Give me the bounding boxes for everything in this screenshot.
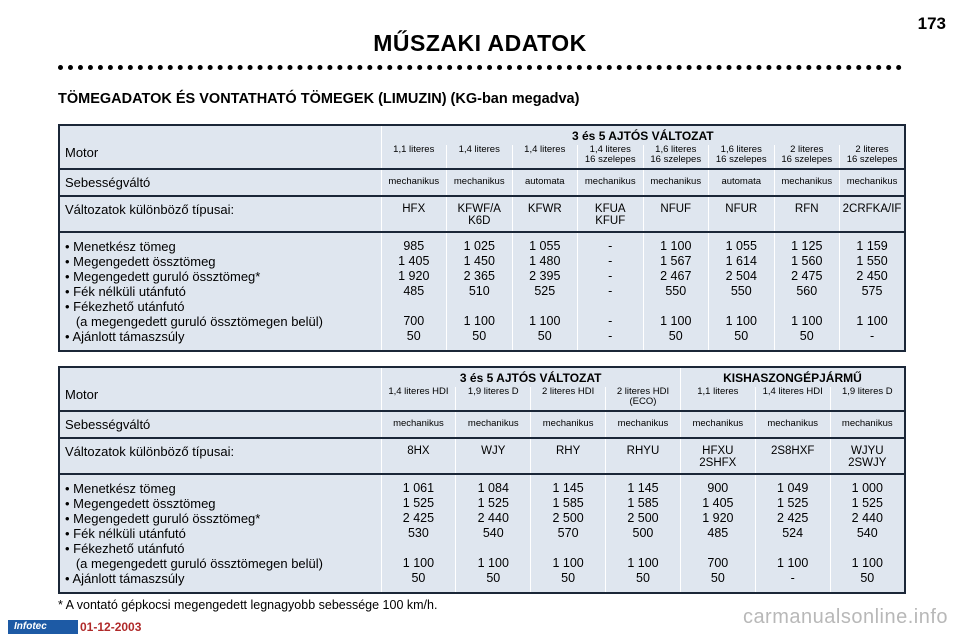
variant-line: 2SWJY	[848, 457, 887, 469]
engine-line: 1,1 literes	[697, 386, 739, 397]
variant-label: Változatok különböző típusai:	[59, 196, 381, 232]
engine-cell	[709, 145, 775, 169]
weight-value: 540	[482, 526, 504, 540]
weight-label: • Fék nélküli utánfutó	[65, 526, 186, 541]
engine-line: 1,9 literes D	[467, 386, 519, 397]
weight-value: 2 395	[529, 269, 561, 283]
variant-cell	[755, 438, 830, 474]
weight-value: 50	[799, 329, 814, 343]
engine-cell	[456, 387, 531, 411]
weight-value: 50	[486, 571, 501, 585]
weight-value	[756, 541, 830, 556]
weight-value: 1 100	[402, 556, 435, 570]
weight-value	[606, 541, 680, 556]
gearbox-cell: mechanikus	[680, 411, 755, 438]
weight-value: 2 504	[725, 269, 757, 283]
weight-values	[456, 474, 531, 593]
weight-value: 1 145	[627, 481, 659, 495]
motor-row	[59, 145, 905, 169]
variant-cell	[531, 438, 606, 474]
weight-value: 1 100	[552, 556, 584, 570]
section-heading: TÖMEGADATOK ÉS VONTATHATÓ TÖMEGEK (LIMUZIN) (KG-ban megadva)	[58, 91, 580, 107]
weight-value: 1 100	[463, 314, 495, 328]
weight-value: 1 525	[777, 496, 809, 510]
weight-value: 2 467	[660, 269, 692, 283]
weight-value: 570	[557, 526, 579, 540]
variant-line: 2CRFKA/IF	[842, 203, 902, 215]
weight-value: 525	[534, 284, 556, 298]
weight-value: -	[608, 284, 613, 298]
weight-value: -	[608, 314, 613, 328]
weight-values	[512, 232, 578, 351]
variant-cell	[774, 196, 840, 232]
weights-table-van	[58, 366, 906, 594]
variant-line: KFUA	[594, 203, 626, 215]
weight-value	[644, 299, 709, 314]
weight-value: 2 425	[777, 511, 809, 525]
variant-line: HFX	[402, 203, 426, 215]
engine-line: (ECO)	[629, 396, 657, 407]
weight-value: 50	[710, 571, 725, 585]
weight-values	[447, 232, 513, 351]
weight-value: 510	[468, 284, 490, 298]
weight-value: 1 614	[725, 254, 757, 268]
weight-label: • Fék nélküli utánfutó	[65, 284, 186, 299]
gearbox-cell: automata	[512, 169, 578, 196]
weight-value	[382, 299, 447, 314]
weight-value: 1 525	[477, 496, 509, 510]
weight-value: 700	[707, 556, 729, 570]
dotted-divider	[58, 65, 902, 70]
weight-value: 1 525	[851, 496, 883, 510]
gearbox-cell: mechanikus	[578, 169, 644, 196]
weight-value	[709, 299, 774, 314]
weight-value: 50	[561, 571, 576, 585]
engine-line: 16 szelepes	[846, 154, 898, 165]
weight-value: 1 084	[477, 481, 509, 495]
weight-value: 2 500	[627, 511, 659, 525]
print-date: 01-12-2003	[80, 620, 142, 634]
weight-value: 575	[861, 284, 883, 298]
weight-label: • Ajánlott támaszsúly	[65, 571, 185, 586]
engine-cell	[578, 145, 644, 169]
weight-value: 2 475	[791, 269, 823, 283]
gearbox-label: Sebességváltó	[59, 169, 381, 196]
weight-values	[840, 232, 906, 351]
weight-value: -	[608, 329, 613, 343]
weight-label: (a megengedett guruló össztömegen belül)	[65, 556, 323, 571]
weight-value: 50	[668, 329, 683, 343]
variant-line: KFWF/A	[457, 203, 501, 215]
weight-values	[643, 232, 709, 351]
table-header-row	[59, 125, 905, 145]
engine-cell	[755, 387, 830, 411]
gearbox-cell: mechanikus	[447, 169, 513, 196]
weight-value: 524	[782, 526, 804, 540]
weight-value: 1 145	[552, 481, 584, 495]
weight-value: 1 480	[529, 254, 561, 268]
weight-value: 1 585	[552, 496, 584, 510]
variant-line: RHY	[555, 445, 581, 457]
weight-value: 50	[860, 571, 875, 585]
gearbox-cell: mechanikus	[755, 411, 830, 438]
weight-label: • Megengedett össztömeg	[65, 496, 216, 511]
variant-line: NFUR	[725, 203, 758, 215]
variant-cell	[381, 438, 456, 474]
weight-value: 1 100	[660, 239, 692, 253]
weight-value: 1 100	[477, 556, 509, 570]
variant-line: NFUF	[660, 203, 692, 215]
weight-value: 50	[406, 329, 421, 343]
weights-row	[59, 232, 905, 351]
weight-value	[531, 541, 605, 556]
weight-value: 700	[403, 314, 425, 328]
gearbox-cell: mechanikus	[381, 169, 447, 196]
engine-line: 2 literes	[855, 144, 889, 155]
variant-cell	[456, 438, 531, 474]
footnote: * A vontató gépkocsi megengedett legnagyobb sebessége 100 km/h.	[58, 598, 438, 612]
variant-cell	[840, 196, 906, 232]
weight-value: 1 000	[851, 481, 883, 495]
weight-value: 1 100	[725, 314, 757, 328]
weight-value: 560	[796, 284, 818, 298]
weight-values	[606, 474, 681, 593]
table1-header: 3 és 5 AJTÓS VÁLTOZAT	[572, 129, 714, 143]
weight-value: 1 100	[791, 314, 823, 328]
weight-value: 1 405	[702, 496, 734, 510]
weight-value: 50	[472, 329, 487, 343]
motor-label: Motor	[59, 145, 381, 169]
variant-cell	[709, 196, 775, 232]
weights-labels	[59, 474, 381, 593]
weight-value: 550	[665, 284, 687, 298]
motor-row	[59, 387, 905, 411]
weight-label: (a megengedett guruló össztömegen belül)	[65, 314, 323, 329]
weight-label: • Megengedett guruló össztömeg*	[65, 511, 261, 526]
weight-label: • Fékezhető utánfutó	[65, 541, 185, 556]
weight-label: • Fékezhető utánfutó	[65, 299, 185, 314]
weight-value: 1 125	[791, 239, 823, 253]
variant-line: K6D	[468, 215, 491, 227]
gearbox-cell: mechanikus	[643, 169, 709, 196]
weight-value	[681, 541, 755, 556]
gearbox-cell: mechanikus	[381, 411, 456, 438]
engine-line: 1,4 literes	[458, 144, 500, 155]
engine-line: 1,6 literes	[720, 144, 762, 155]
variant-cell	[578, 196, 644, 232]
engine-line: 1,4 literes	[589, 144, 631, 155]
weight-value: 485	[707, 526, 729, 540]
weight-value: 1 061	[402, 481, 435, 495]
weight-value: 1 405	[398, 254, 430, 268]
weight-values	[755, 474, 830, 593]
weight-value: 50	[636, 571, 650, 585]
gearbox-cell: automata	[709, 169, 775, 196]
variant-line: 2SHFX	[699, 457, 737, 469]
weight-value: 50	[411, 571, 426, 585]
page-title: MŰSZAKI ADATOK	[373, 30, 587, 56]
weight-value: 2 425	[402, 511, 435, 525]
variant-cell	[830, 438, 905, 474]
engine-line: 1,4 literes HDI	[762, 386, 823, 397]
weight-value: 1 100	[851, 556, 883, 570]
gearbox-cell: mechanikus	[531, 411, 606, 438]
weight-values	[381, 232, 447, 351]
engine-cell	[606, 387, 681, 411]
weights-labels	[59, 232, 381, 351]
weight-value: 50	[734, 329, 749, 343]
weight-value: 530	[407, 526, 429, 540]
weight-value: 1 100	[660, 314, 692, 328]
weight-value: 1 450	[463, 254, 495, 268]
weight-value	[831, 541, 904, 556]
variant-cell	[680, 438, 755, 474]
weight-value: 1 550	[856, 254, 888, 268]
weight-label: • Megengedett guruló össztömeg*	[65, 269, 261, 284]
engine-line: 16 szelepes	[715, 154, 767, 165]
table2-header-left: 3 és 5 AJTÓS VÁLTOZAT	[381, 367, 680, 387]
variant-cell	[606, 438, 681, 474]
weight-value: 1 585	[627, 496, 659, 510]
variant-cell	[512, 196, 578, 232]
weight-values	[531, 474, 606, 593]
weight-value: 1 100	[856, 314, 888, 328]
weight-values	[381, 474, 456, 593]
variant-line: 2S8HXF	[770, 445, 815, 457]
weight-value: 2 500	[552, 511, 584, 525]
weight-value	[775, 299, 840, 314]
weight-value: 1 560	[791, 254, 823, 268]
engine-line: 16 szelepes	[650, 154, 702, 165]
weight-values	[578, 232, 644, 351]
engine-cell	[531, 387, 606, 411]
engine-line: 1,1 literes	[393, 144, 435, 155]
weight-value	[840, 299, 904, 314]
variant-cell	[643, 196, 709, 232]
weight-value: 2 365	[463, 269, 495, 283]
weight-values	[774, 232, 840, 351]
weight-value: 1 920	[702, 511, 734, 525]
engine-cell	[643, 145, 709, 169]
weight-label: • Menetkész tömeg	[65, 239, 176, 254]
weight-value: 1 049	[777, 481, 809, 495]
watermark: carmanualsonline.info	[742, 606, 948, 628]
weight-value: 1 100	[627, 556, 659, 570]
weight-value: 1 567	[660, 254, 692, 268]
gearbox-label: Sebességváltó	[59, 411, 381, 438]
weight-value: 550	[730, 284, 752, 298]
engine-line: 1,4 literes HDI	[388, 386, 449, 397]
variant-label: Változatok különböző típusai:	[59, 438, 381, 474]
engine-line: 2 literes HDI	[541, 386, 595, 397]
engine-cell	[512, 145, 578, 169]
engine-line: 16 szelepes	[781, 154, 833, 165]
engine-line: 2 literes	[790, 144, 824, 155]
weight-values	[680, 474, 755, 593]
engine-line: 1,6 literes	[655, 144, 697, 155]
gearbox-row	[59, 411, 905, 438]
weight-value: 985	[403, 239, 425, 253]
engine-line: 1,4 literes	[524, 144, 566, 155]
table2-header-right: KISHASZONGÉPJÁRMŰ	[723, 371, 862, 385]
gearbox-row	[59, 169, 905, 196]
gearbox-cell: mechanikus	[456, 411, 531, 438]
weight-value: 485	[403, 284, 425, 298]
weight-value: -	[608, 254, 613, 268]
engine-cell	[381, 145, 447, 169]
weight-value: 2 440	[851, 511, 883, 525]
weight-value: 900	[707, 481, 729, 495]
engine-cell	[830, 387, 905, 411]
weight-label: • Megengedett össztömeg	[65, 254, 216, 269]
engine-cell	[774, 145, 840, 169]
variant-line: 8HX	[407, 445, 430, 457]
variant-line: RHYU	[626, 445, 660, 457]
weight-value: 1 525	[402, 496, 435, 510]
variant-line: KFUF	[595, 215, 626, 227]
infotec-logo: Infotec	[8, 620, 78, 634]
weight-label: • Menetkész tömeg	[65, 481, 176, 496]
weight-value: 1 920	[398, 269, 430, 283]
weight-value: 1 055	[529, 239, 561, 253]
header-spacer	[59, 367, 381, 387]
weight-value: -	[790, 571, 795, 585]
weight-value	[578, 299, 643, 314]
weight-values	[830, 474, 905, 593]
variant-cell	[381, 196, 447, 232]
weight-value: 1 159	[856, 239, 888, 253]
engine-cell	[447, 145, 513, 169]
motor-label: Motor	[59, 387, 381, 411]
variant-line: WJYU	[850, 445, 884, 457]
weights-row	[59, 474, 905, 593]
variant-line: HFXU	[702, 445, 734, 457]
table-header-row	[59, 367, 905, 387]
weight-value	[382, 541, 456, 556]
weight-value: -	[608, 269, 613, 283]
weight-value: 1 100	[529, 314, 561, 328]
engine-line: 1,9 literes D	[841, 386, 893, 397]
engine-line: 2 literes HDI	[616, 386, 670, 397]
weight-value	[513, 299, 578, 314]
weight-value: 2 440	[477, 511, 509, 525]
engine-line: 16 szelepes	[584, 154, 636, 165]
gearbox-cell: mechanikus	[830, 411, 905, 438]
weight-value: 500	[632, 526, 654, 540]
weight-values	[709, 232, 775, 351]
engine-cell	[381, 387, 456, 411]
variant-line: KFWR	[527, 203, 562, 215]
weight-value: 50	[537, 329, 552, 343]
weights-table-limousine	[58, 124, 906, 352]
weight-value	[447, 299, 512, 314]
engine-cell	[680, 387, 755, 411]
gearbox-cell: mechanikus	[840, 169, 906, 196]
engine-cell	[840, 145, 906, 169]
header-spacer	[59, 125, 381, 145]
weight-value: 1 055	[725, 239, 757, 253]
page-number: 173	[917, 14, 946, 33]
gearbox-cell: mechanikus	[774, 169, 840, 196]
weight-value: 1 025	[463, 239, 495, 253]
weight-value: -	[608, 239, 613, 253]
weight-value: -	[869, 329, 875, 343]
weight-value: 2 450	[856, 269, 888, 283]
weight-value	[456, 541, 530, 556]
variant-row	[59, 438, 905, 474]
weight-value: 540	[856, 526, 878, 540]
variant-line: WJY	[481, 445, 506, 457]
gearbox-cell: mechanikus	[606, 411, 681, 438]
weight-value: 1 100	[777, 556, 809, 570]
variant-line: RFN	[794, 203, 819, 215]
weight-label: • Ajánlott támaszsúly	[65, 329, 185, 344]
variant-cell	[447, 196, 513, 232]
variant-row	[59, 196, 905, 232]
